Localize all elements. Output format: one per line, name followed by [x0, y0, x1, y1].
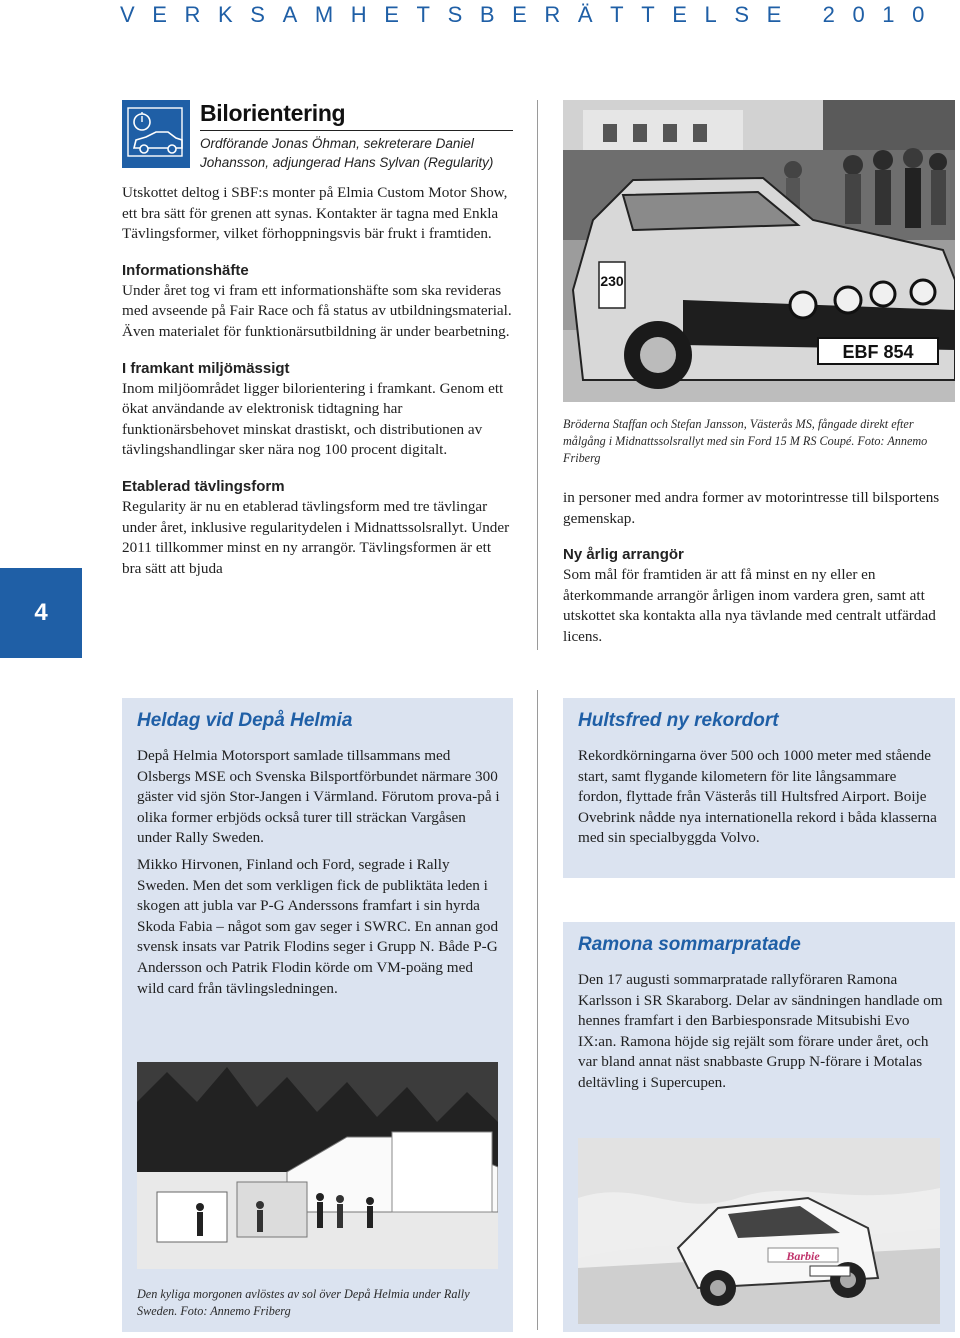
- rally-plate-number: 230: [600, 273, 624, 289]
- committee-members: Ordförande Jonas Öhman, sekreterare Daniel Johansson, adjungerad Hans Sylvan (Regularity): [200, 136, 494, 170]
- rally-car-photo: [563, 100, 955, 402]
- running-header: VERKSAMHETSBERÄTTELSE 2010: [120, 2, 942, 27]
- ny-arrangor-text: Som mål för framtiden är att få minst en ny eller en återkommande arrangör årligen inom vardera gren, samt att utskottet ska kontakta alla nya tävlande med centralt utfärdad licens.: [563, 566, 936, 645]
- barbie-logo: Barbie: [786, 1249, 820, 1263]
- page-number: 4: [0, 568, 82, 658]
- intro-paragraph: Utskottet deltog i SBF:s monter på Elmia Custom Motor Show, ett bra sätt för grenen att synas. Kontakter är tagna med Enkla Tävlingsformer, vilket förhoppningsvis bär frukt i framtiden.: [122, 184, 508, 243]
- left-column: [122, 183, 514, 579]
- box-hultsfred-text: Rekordkörningarna över 500 och 1000 meter med stående start, samt flygande kilometern för lite långsammare fordon, flyttade från Västerås till Hultsfred Airport. Boije Ovebrink nådde nya internationella rekord i båda klasserna med sin specialbyggda Volvo.: [578, 747, 937, 847]
- logo-graphic: [122, 100, 190, 168]
- right-column: [563, 488, 957, 648]
- miljo-text: Inom miljöområdet ligger bilorientering i framkant. Genom ett ökat användande av elektronisk tidtagning har funktionärsbehovet minskat drastiskt, och distributionen av tävlingshandlingar sker nära nog 100 procent digitalt.: [122, 379, 504, 459]
- informationshafte-heading: Informationshäfte: [122, 261, 249, 279]
- box-helmia-caption: Den kyliga morgonen avlöstes av sol över Depå Helmia under Rally Sweden. Foto: Annemo Friberg: [137, 1287, 470, 1318]
- box-ramona: [563, 922, 955, 1332]
- section-title: Bilorientering: [200, 100, 346, 126]
- depa-helmia-photo: [137, 1062, 498, 1269]
- rally-clock-car-icon: [122, 100, 190, 168]
- column-divider: [537, 100, 538, 650]
- miljo-heading: I framkant miljömässigt: [122, 359, 290, 377]
- box-depa-helmia: [122, 698, 513, 1332]
- etablerad-heading: Etablerad tävlingsform: [122, 477, 285, 495]
- box-ramona-text: Den 17 augusti sommarpratade rallyföraren Ramona Karlsson i SR Skaraborg. Delar av sändningen handlade om hennes framfart i den Barbiesponsrade Mitsubishi Evo IX:an. Ramona höjde sig rejält som förare under året, och var bland annat näst snabbaste Grupp N-förare i Motalas deltävling i Supercupen.: [578, 971, 943, 1091]
- box-ramona-title: Ramona sommarpratade: [578, 934, 801, 955]
- car-photo-caption: Bröderna Staffan och Stefan Jansson, Västerås MS, fångade direkt efter målgång i Midnattssolsrallyt med sin Ford 15 M RS Coupé. Foto: Annemo Friberg: [563, 417, 928, 465]
- box-helmia-title: Heldag vid Depå Helmia: [137, 710, 353, 731]
- box-hultsfred: [563, 698, 955, 878]
- informationshafte-text: Under året tog vi fram ett informationshäfte som ska revideras med avseende på Fair Race och få status av utbildningsmaterial. Även materialet för funktionärsutbildning är under bearbetning.: [122, 281, 512, 340]
- title-rule: [200, 130, 513, 131]
- column-divider-lower: [537, 690, 538, 1330]
- box-hultsfred-title: Hultsfred ny rekordort: [578, 710, 779, 731]
- etablerad-text: Regularity är nu en etablerad tävlingsform med tre tävlingar under året, inklusive regularitydelen i Midnattssolsrallyt. Under 2011 tillkommer minst en ny arrangör. Tävlingsformen är ett bra sätt att bjuda: [122, 497, 510, 577]
- license-plate: EBF 854: [842, 342, 914, 362]
- ny-arrangor-heading: Ny årlig arrangör: [563, 546, 684, 564]
- box-helmia-p2: Mikko Hirvonen, Finland och Ford, segrade i Rally Sweden. Men det som verkligen fick de publiktäta leden i skogen att jubla var P-G Anderssons framfart i sin hyrda Skoda Fabia – något som gav seger i SWRC. En annan god svensk insats var Patrik Flodins seger i Grupp N. Både P-G Andersson och Patrik Flodin körde om VM-poäng med wild card från tävlingsledningen.: [137, 855, 499, 997]
- right-continuation: in personer med andra former av motorintresse till bilsportens gemenskap.: [563, 489, 940, 527]
- mitsubishi-rally-photo: [578, 1138, 940, 1324]
- box-helmia-p1: Depå Helmia Motorsport samlade tillsammans med Olsbergs MSE och Svenska Bilsportförbundet närmare 300 gäster vid sjön Stor-Jangen i Värmland. Förutom prova-på i olika former erbjöds också turer till sträckan Vargåsen under Rally Sweden.: [137, 747, 500, 847]
